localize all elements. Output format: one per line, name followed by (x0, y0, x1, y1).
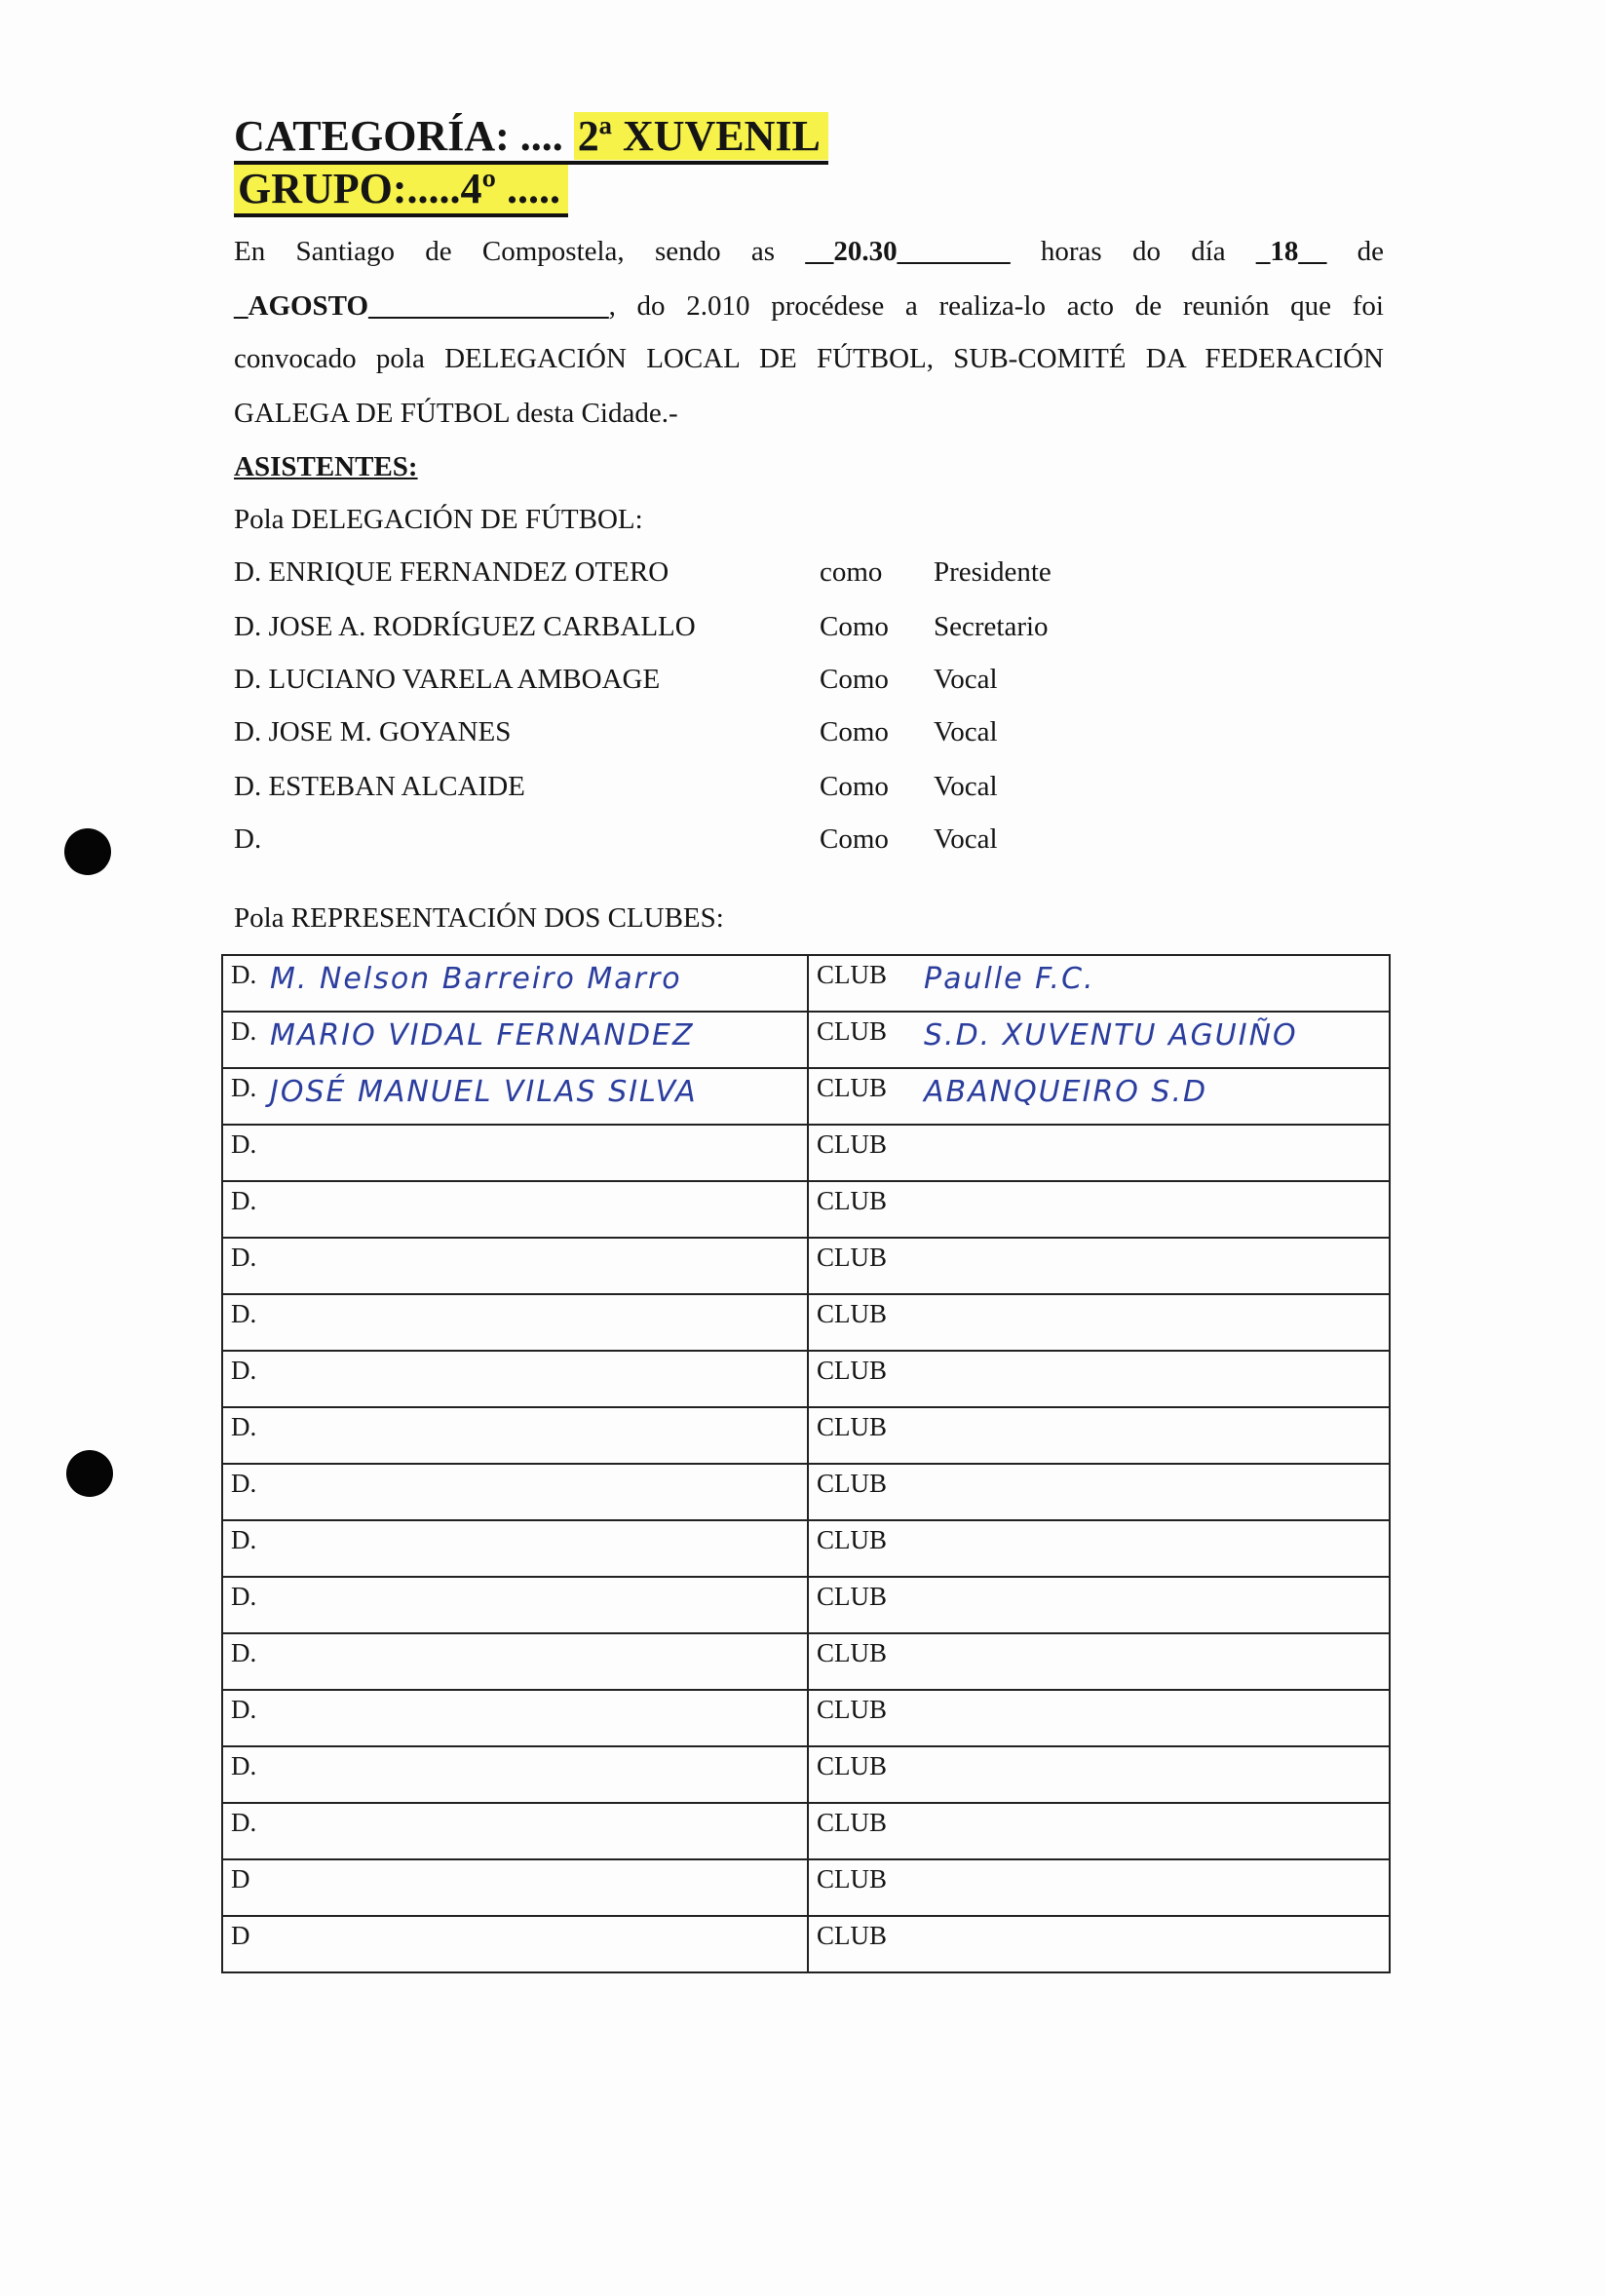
member-name: D. ENRIQUE FERNANDEZ OTERO (234, 556, 669, 588)
table-row (222, 1633, 1390, 1690)
club-label: CLUB (817, 1356, 888, 1385)
representative-cell[interactable] (222, 1746, 808, 1803)
delegacion-label: Pola DELEGACIÓN DE FÚTBOL: (234, 504, 643, 535)
club-label: CLUB (817, 1525, 888, 1554)
d-label: D. (231, 1356, 257, 1385)
club-name: S.D. XUVENTU AGUIÑO (924, 1018, 1298, 1052)
club-label: CLUB (817, 1864, 888, 1894)
d-label: D. (231, 1525, 257, 1554)
d-label: D (231, 1864, 250, 1894)
representative-name: JOSÉ MANUEL VILAS SILVA (270, 1075, 698, 1109)
table-row (222, 1690, 1390, 1746)
club-cell[interactable] (808, 1577, 1390, 1633)
representative-cell[interactable] (222, 1859, 808, 1916)
d-label: D. (231, 1243, 257, 1272)
club-label: CLUB (817, 1073, 888, 1102)
club-name: ABANQUEIRO S.D (924, 1075, 1208, 1109)
table-row (222, 1294, 1390, 1351)
table-row (222, 1125, 1390, 1181)
club-label: CLUB (817, 1921, 888, 1950)
table-row (222, 1859, 1390, 1916)
member-name: D. LUCIANO VARELA AMBOAGE (234, 664, 661, 695)
categoria-value: 2ª XUVENIL (574, 112, 828, 160)
table-row (222, 1916, 1390, 1972)
table-row (222, 1520, 1390, 1577)
intro-line-4: GALEGA DE FÚTBOL desta Cidade.- (234, 398, 678, 429)
intro-word: día (1191, 236, 1226, 267)
categoria-label: CATEGORÍA: .... (234, 112, 563, 160)
club-cell[interactable] (808, 1181, 1390, 1238)
club-label: CLUB (817, 1243, 888, 1272)
month-value: _AGOSTO (234, 290, 369, 322)
club-cell[interactable] (808, 1125, 1390, 1181)
member-name: D. (234, 823, 262, 855)
d-label: D. (231, 960, 257, 989)
club-cell[interactable] (808, 1407, 1390, 1464)
club-cell[interactable] (808, 1859, 1390, 1916)
d-label: D. (231, 1638, 257, 1667)
club-label: CLUB (817, 1186, 888, 1215)
club-label: CLUB (817, 1638, 888, 1667)
intro-word: __20.30________ (805, 236, 1011, 267)
representative-cell[interactable] (222, 1012, 808, 1068)
representative-cell[interactable] (222, 1351, 808, 1407)
representative-cell[interactable] (222, 1068, 808, 1125)
representative-cell[interactable] (222, 1690, 808, 1746)
intro-word: sendo (654, 236, 721, 267)
intro-line-1 (234, 235, 1384, 268)
club-cell[interactable] (808, 1464, 1390, 1520)
member-name: D. JOSE M. GOYANES (234, 716, 512, 747)
intro-word: En (234, 236, 266, 267)
table-row (222, 1464, 1390, 1520)
grupo-label: GRUPO:.....4º ..... (234, 165, 568, 217)
member-role: Secretario (934, 611, 1049, 642)
d-label: D (231, 1921, 250, 1950)
club-cell[interactable] (808, 1068, 1390, 1125)
club-label: CLUB (817, 1695, 888, 1724)
club-label: CLUB (817, 1469, 888, 1498)
member-como: Como (820, 716, 889, 747)
member-como: Como (820, 823, 889, 855)
member-role: Presidente (934, 556, 1052, 588)
club-label: CLUB (817, 1582, 888, 1611)
d-label: D. (231, 1695, 257, 1724)
club-label: CLUB (817, 1299, 888, 1328)
club-name: Paulle F.C. (924, 962, 1095, 996)
member-role: Vocal (934, 664, 998, 695)
member-como: como (820, 556, 883, 588)
representative-cell[interactable] (222, 1407, 808, 1464)
d-label: D. (231, 1582, 257, 1611)
punch-hole (64, 828, 111, 875)
intro-word: Santiago (295, 236, 395, 267)
representative-cell[interactable] (222, 1633, 808, 1690)
member-como: Como (820, 771, 889, 802)
table-row (222, 1577, 1390, 1633)
d-label: D. (231, 1808, 257, 1837)
club-label: CLUB (817, 1808, 888, 1837)
representative-cell[interactable] (222, 1916, 808, 1972)
club-cell[interactable] (808, 1520, 1390, 1577)
table-row (222, 1746, 1390, 1803)
club-cell[interactable] (808, 1351, 1390, 1407)
representative-cell[interactable] (222, 1520, 808, 1577)
club-label: CLUB (817, 960, 888, 989)
intro-word: de (425, 236, 452, 267)
intro-word: horas (1040, 236, 1102, 267)
table-row (222, 1803, 1390, 1859)
club-label: CLUB (817, 1412, 888, 1441)
club-cell[interactable] (808, 1803, 1390, 1859)
member-como: Como (820, 611, 889, 642)
intro-line-3: convocado pola DELEGACIÓN LOCAL DE FÚTBOL, SUB-COMITÉ DA FEDERACIÓN (234, 343, 1384, 374)
intro-word: Compostela, (481, 236, 625, 267)
d-label: D. (231, 1469, 257, 1498)
intro-line-2 (234, 289, 1384, 323)
member-como: Como (820, 664, 889, 695)
d-label: D. (231, 1299, 257, 1328)
member-name: D. ESTEBAN ALCAIDE (234, 771, 525, 802)
club-cell[interactable] (808, 955, 1390, 1012)
representative-cell[interactable] (222, 1181, 808, 1238)
club-label: CLUB (817, 1016, 888, 1046)
d-label: D. (231, 1186, 257, 1215)
member-role: Vocal (934, 716, 998, 747)
table-row (222, 1351, 1390, 1407)
table-row (222, 1012, 1390, 1068)
representative-cell[interactable] (222, 1577, 808, 1633)
clubs-table (221, 954, 1391, 1973)
d-label: D. (231, 1751, 257, 1780)
categoria-heading (234, 112, 828, 160)
club-cell[interactable] (808, 1746, 1390, 1803)
d-label: D. (231, 1412, 257, 1441)
d-label: D. (231, 1129, 257, 1159)
club-cell[interactable] (808, 1690, 1390, 1746)
representative-cell[interactable] (222, 955, 808, 1012)
representative-cell[interactable] (222, 1464, 808, 1520)
table-row (222, 1238, 1390, 1294)
club-cell[interactable] (808, 1294, 1390, 1351)
representative-cell[interactable] (222, 1294, 808, 1351)
member-name: D. JOSE A. RODRÍGUEZ CARBALLO (234, 611, 696, 642)
representative-name: MARIO VIDAL FERNANDEZ (270, 1018, 695, 1052)
representative-cell[interactable] (222, 1238, 808, 1294)
club-cell[interactable] (808, 1238, 1390, 1294)
table-row (222, 1068, 1390, 1125)
club-cell[interactable] (808, 1916, 1390, 1972)
asistentes-heading: ASISTENTES: (234, 451, 418, 482)
d-label: D. (231, 1016, 257, 1046)
table-row (222, 1407, 1390, 1464)
intro-word: as (750, 236, 776, 267)
club-label: CLUB (817, 1751, 888, 1780)
representative-cell[interactable] (222, 1125, 808, 1181)
member-role: Vocal (934, 771, 998, 802)
club-cell[interactable] (808, 1012, 1390, 1068)
table-row (222, 955, 1390, 1012)
representative-cell[interactable] (222, 1803, 808, 1859)
d-label: D. (231, 1073, 257, 1102)
intro-word: do (1131, 236, 1161, 267)
grupo-heading (234, 165, 568, 212)
intro-word: _18__ (1255, 236, 1327, 267)
table-row (222, 1181, 1390, 1238)
club-label: CLUB (817, 1129, 888, 1159)
clubs-label: Pola REPRESENTACIÓN DOS CLUBES: (234, 902, 724, 934)
punch-hole (66, 1450, 113, 1497)
intro-word: de (1357, 236, 1385, 267)
intro-line-2-rest: , do 2.010 procédese a realiza-lo acto de reunión que foi (608, 290, 1384, 322)
month-blank: _________________ (368, 290, 609, 322)
representative-name: M. Nelson Barreiro Marro (270, 962, 682, 996)
member-role: Vocal (934, 823, 998, 855)
club-cell[interactable] (808, 1633, 1390, 1690)
